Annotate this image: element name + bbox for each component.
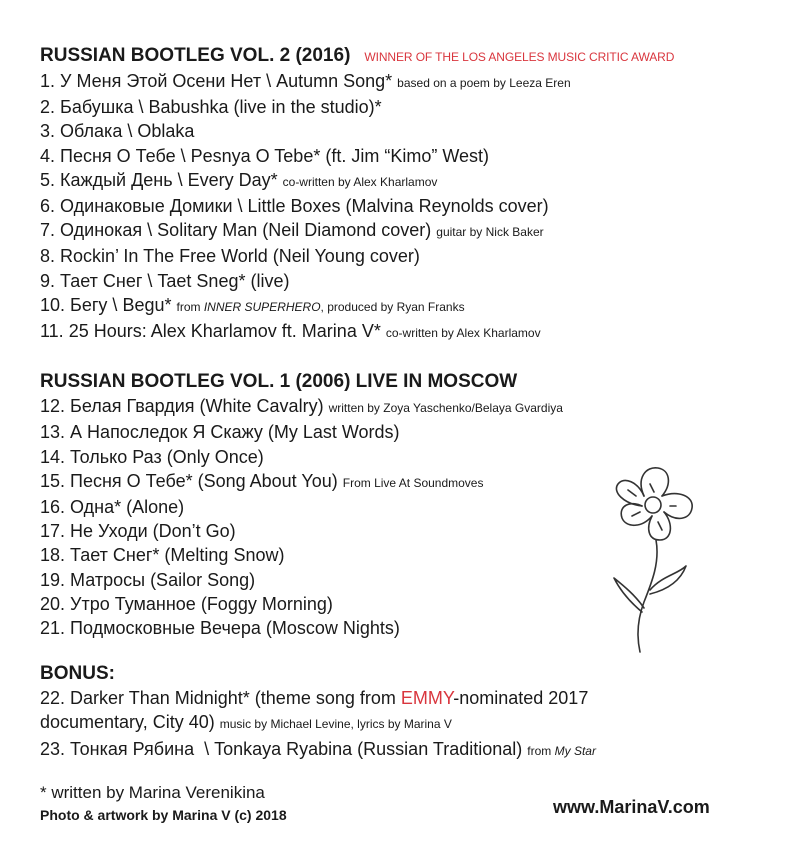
track-number: 10. — [40, 294, 66, 315]
track-number: 20. — [40, 593, 66, 614]
award-text: WINNER OF THE LOS ANGELES MUSIC CRITIC AWARD — [364, 50, 675, 64]
track-13 — [40, 420, 780, 444]
track-22-note: music by Michael Levine, lyrics by Marina V — [219, 717, 452, 732]
track-title: Тает Снег* (Melting Snow) — [70, 545, 285, 566]
track-3 — [40, 119, 780, 143]
track-number: 5. — [40, 169, 56, 190]
track-number: 21. — [40, 618, 66, 639]
vol2-heading — [40, 44, 780, 69]
track-title: Утро Туманное (Foggy Morning) — [70, 593, 333, 614]
track-title: Только Раз (Only Once) — [70, 446, 264, 467]
track-number: 4. — [40, 145, 56, 166]
track-note: co-written by Alex Kharlamov — [282, 174, 438, 189]
track-title: Бабушка \ Babushka (live in the studio)* — [60, 97, 382, 118]
track-title: Одинокая \ Solitary Man (Neil Diamond cover) — [60, 220, 432, 241]
track-title: Облака \ Oblaka — [60, 121, 195, 142]
track-title: Песня О Тебе* (Song About You) — [70, 470, 338, 491]
track-7 — [40, 218, 780, 244]
track-23-note: from My Star — [527, 743, 596, 758]
track-22: 22. Darker Than Midnight* (theme song from EMMY-nominated 2017 — [40, 688, 589, 709]
track-note: written by Zoya Yaschenko/Belaya Gvardiya — [328, 401, 563, 416]
track-11 — [40, 319, 780, 345]
track-number: 7. — [40, 220, 56, 241]
track-9 — [40, 269, 780, 293]
track-number: 19. — [40, 569, 66, 590]
track-number: 18. — [40, 545, 66, 566]
track-note: From Live At Soundmoves — [342, 475, 484, 490]
track-title: Каждый День \ Every Day* — [60, 169, 278, 190]
track-4 — [40, 144, 780, 168]
track-number: 16. — [40, 497, 66, 518]
website-link[interactable]: www.MarinaV.com — [553, 797, 710, 817]
track-title: Песня О Тебе \ Pesnya O Tebe* (ft. Jim “Kimo” West) — [60, 145, 489, 166]
track-23: 23. Тонкая Рябина \ Tonkaya Ryabina (Russian Traditional) from My Star — [40, 738, 596, 759]
emmy-highlight: EMMY — [400, 688, 454, 709]
vol1-heading: RUSSIAN BOOTLEG VOL. 1 (2006) LIVE IN MOSCOW — [40, 371, 518, 393]
bonus-heading: BONUS: — [40, 663, 115, 685]
track-title: Матросы (Sailor Song) — [70, 569, 256, 590]
track-number: 3. — [40, 121, 56, 142]
track-title: Белая Гвардия (White Cavalry) — [70, 396, 324, 417]
track-number: 12. — [40, 396, 66, 417]
track-number: 2. — [40, 97, 56, 118]
track-8 — [40, 244, 780, 268]
track-number: 8. — [40, 246, 56, 267]
track-title: Бегу \ Begu* — [70, 294, 172, 315]
track-10 — [40, 293, 780, 319]
track-note: guitar by Nick Baker — [436, 225, 544, 240]
track-number: 9. — [40, 270, 56, 291]
track-number: 11. — [40, 321, 64, 342]
track-title: А Напоследок Я Скажу (My Last Words) — [70, 422, 400, 443]
flower-icon — [600, 462, 700, 654]
track-note: from INNER SUPERHERO, produced by Ryan Franks — [176, 299, 465, 314]
vol2-track-list — [40, 69, 780, 345]
track-12 — [40, 394, 780, 420]
track-6 — [40, 194, 780, 218]
track-number: 13. — [40, 422, 66, 443]
track-note: based on a poem by Leeza Eren — [397, 76, 571, 90]
vol2-title: RUSSIAN BOOTLEG VOL. 2 (2016) — [40, 45, 351, 66]
track-title: Одинаковые Домики \ Little Boxes (Malvina Reynolds cover) — [60, 196, 549, 217]
track-title: Не Уходи (Don’t Go) — [70, 521, 236, 542]
track-5 — [40, 168, 780, 194]
track-22-continued: documentary, City 40) music by Michael Levine, lyrics by Marina V — [40, 712, 452, 733]
track-title: Rockin’ In The Free World (Neil Young cover) — [60, 246, 420, 267]
tracklist-page — [40, 44, 780, 825]
track-title: 25 Hours: Alex Kharlamov ft. Marina V* — [68, 321, 381, 342]
track-number: 17. — [40, 521, 66, 542]
track-number: 15. — [40, 470, 66, 491]
footnote: * written by Marina Verenikina — [40, 782, 265, 802]
artwork-credit: Photo & artwork by Marina V (c) 2018 — [40, 806, 287, 823]
track-note: co-written by Alex Kharlamov — [385, 326, 541, 341]
track-title: Подмосковные Вечера (Moscow Nights) — [70, 618, 400, 639]
track-title: Одна* (Alone) — [70, 497, 185, 518]
track-2 — [40, 95, 780, 119]
track-number: 6. — [40, 196, 56, 217]
track-number: 1. — [40, 71, 56, 91]
track-number: 14. — [40, 446, 66, 467]
track-title: У Меня Этой Осени Нет \ Autumn Song* — [60, 71, 393, 91]
track-1 — [40, 69, 780, 95]
track-title: Тает Снег \ Taet Sneg* (live) — [60, 270, 290, 291]
